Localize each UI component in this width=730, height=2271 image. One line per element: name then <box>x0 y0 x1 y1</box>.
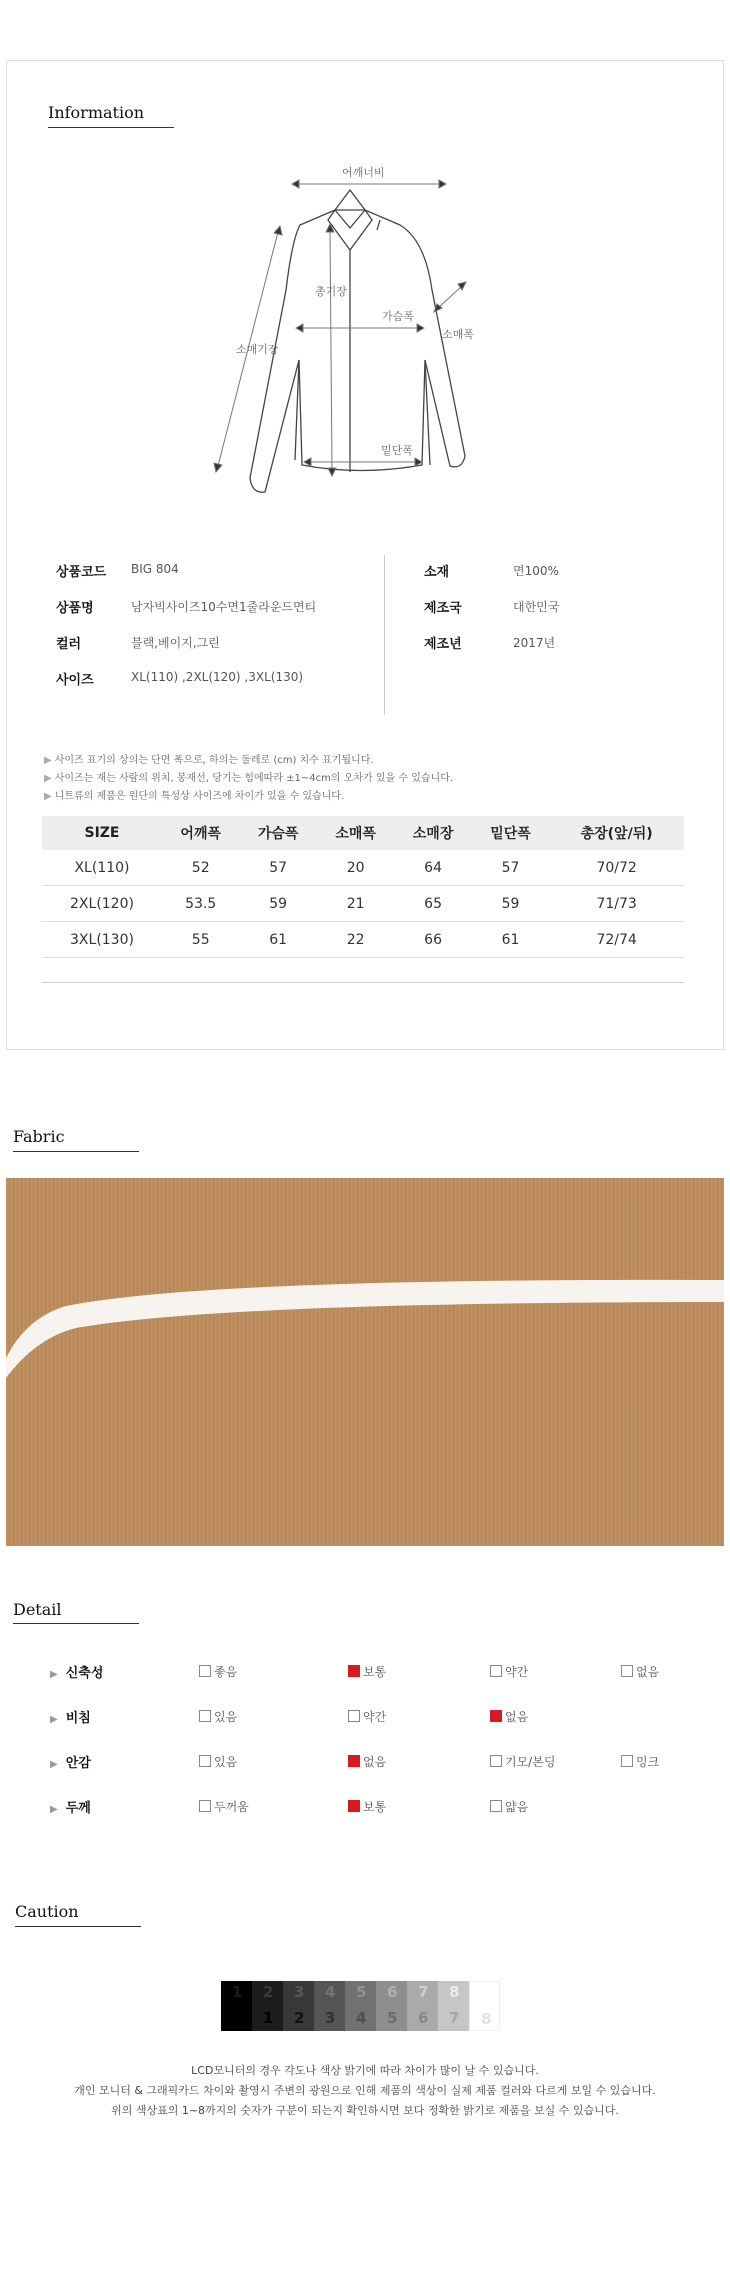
swatch: 8 <box>469 1981 500 2031</box>
spec-label-code: 상품코드 <box>56 565 107 580</box>
swatch: 8 7 <box>438 1981 469 2031</box>
spec-label-size: 사이즈 <box>56 673 94 688</box>
swatch: 6 5 <box>376 1981 407 2031</box>
detail-row-thickness: ▶ 두께 두꺼움 보통 얇음 <box>50 1800 529 1816</box>
spec-value-size: XL(110) ,2XL(120) ,3XL(130) <box>131 670 304 684</box>
option-yes: 있음 <box>199 1753 237 1770</box>
checkbox-icon <box>490 1800 502 1812</box>
checkbox-icon <box>199 1710 211 1722</box>
shirt-diagram <box>200 160 530 500</box>
checkbox-icon <box>621 1755 633 1767</box>
option-normal: 보통 <box>348 1798 386 1815</box>
detail-row-sheer: ▶ 비침 있음 약간 없음 <box>50 1710 529 1726</box>
spec-value-name: 남자빅사이즈10수면1줄라운드면티 <box>131 600 317 614</box>
label-chest: 가슴폭 <box>382 310 414 323</box>
caution-title: Caution <box>15 1902 79 1921</box>
option-mink: 밍크 <box>621 1753 659 1770</box>
information-title: Information <box>48 103 145 122</box>
option-thin: 얇음 <box>490 1798 528 1815</box>
label-sleeve-width: 소매폭 <box>442 328 474 341</box>
option-none: 없음 <box>348 1753 386 1770</box>
spec-label-material: 소재 <box>424 565 450 580</box>
swatch: 7 6 <box>407 1981 438 2031</box>
swatch: 3 2 <box>283 1981 314 2031</box>
spec-value-country: 대한민국 <box>513 600 560 614</box>
table-row: 2XL(120) 53.5 59 21 65 59 71/73 <box>42 886 684 922</box>
checkbox-checked-icon <box>348 1755 360 1767</box>
spec-divider <box>384 555 385 715</box>
spec-value-color: 블랙,베이지,그린 <box>131 636 220 650</box>
checkbox-icon <box>199 1800 211 1812</box>
checkbox-icon <box>348 1710 360 1722</box>
size-table-header: SIZE 어깨폭 가슴폭 소매폭 소매장 밑단폭 총장(앞/뒤) <box>42 816 684 850</box>
option-normal: 보통 <box>348 1663 386 1680</box>
label-shoulder: 어깨너비 <box>342 166 385 179</box>
swatch: 4 3 <box>314 1981 345 2031</box>
label-hem: 밑단폭 <box>381 444 413 457</box>
option-slight: 약간 <box>348 1708 386 1725</box>
arrow-icon: ▶ <box>50 1714 58 1725</box>
label-sleeve-length: 소매기장 <box>236 343 279 356</box>
checkbox-icon <box>199 1755 211 1767</box>
table-row: 3XL(130) 55 61 22 66 61 72/74 <box>42 922 684 958</box>
spec-label-color: 컬러 <box>56 637 82 652</box>
swatch: 2 1 <box>252 1981 283 2031</box>
note-item: ▶ 사이즈는 재는 사람의 위치, 봉재선, 당기는 힘에따라 ±1~4cm의 오차가 있을 수 있습니다. <box>44 773 454 784</box>
checkbox-icon <box>490 1755 502 1767</box>
fabric-title: Fabric <box>13 1127 65 1146</box>
caution-text-3: 위의 색상표의 1~8까지의 숫자가 구분이 되는지 확인하시면 보다 정확한 밝기로 제품을 보실 수 있습니다. <box>111 2104 619 2117</box>
arrow-icon: ▶ <box>50 1669 58 1680</box>
detail-row-stretch: ▶ 신축성 좋음 보통 약간 없음 <box>50 1665 660 1681</box>
swatch: 5 4 <box>345 1981 376 2031</box>
option-good: 좋음 <box>199 1663 237 1680</box>
arrow-icon: ▶ <box>50 1804 58 1815</box>
option-slight: 약간 <box>490 1663 528 1680</box>
fabric-underline <box>13 1151 139 1152</box>
option-none: 없음 <box>621 1663 659 1680</box>
information-underline <box>48 127 174 128</box>
spec-label-name: 상품명 <box>56 601 94 616</box>
checkbox-checked-icon <box>490 1710 502 1722</box>
detail-row-lining: ▶ 안감 있음 없음 기모/본딩 밍크 <box>50 1755 660 1771</box>
caution-underline <box>15 1926 141 1927</box>
note-item: ▶ 사이즈 표기의 상의는 단면 폭으로, 하의는 둘레로 (cm) 치수 표기됩니다. <box>44 755 374 766</box>
shirt-outline <box>250 210 465 492</box>
spec-label-year: 제조년 <box>424 637 462 652</box>
option-thick: 두꺼움 <box>199 1798 249 1815</box>
size-notes <box>44 752 453 806</box>
size-table <box>42 816 684 958</box>
brightness-swatches <box>221 1981 500 2031</box>
label-total-length: 총기장 <box>315 285 347 298</box>
option-none: 없음 <box>490 1708 528 1725</box>
spec-value-code: BIG 804 <box>131 562 179 576</box>
caution-text-2: 개인 모니터 & 그래픽카드 차이와 촬영시 주변의 광원으로 인해 제품의 색상이 실제 제품 컬러와 다르게 보일 수 있습니다. <box>74 2084 656 2097</box>
caution-text-1: LCD모니터의 경우 각도나 색상 밝기에 따라 차이가 많이 날 수 있습니다. <box>191 2064 539 2077</box>
checkbox-checked-icon <box>348 1800 360 1812</box>
detail-title: Detail <box>13 1600 62 1619</box>
option-yes: 있음 <box>199 1708 237 1725</box>
spec-label-country: 제조국 <box>424 601 462 616</box>
checkbox-checked-icon <box>348 1665 360 1677</box>
table-row: XL(110) 52 57 20 64 57 70/72 <box>42 850 684 886</box>
spec-value-year: 2017년 <box>513 636 556 650</box>
note-item: ▶ 니트류의 제품은 원단의 특성상 사이즈에 차이가 있을 수 있습니다. <box>44 791 345 802</box>
swatch: 1 <box>221 1981 252 2031</box>
table-bottom-rule <box>42 982 684 983</box>
fabric-photo <box>6 1178 724 1546</box>
option-brushed: 기모/본딩 <box>490 1753 555 1770</box>
checkbox-icon <box>621 1665 633 1677</box>
checkbox-icon <box>199 1665 211 1677</box>
detail-underline <box>13 1623 139 1624</box>
arrow-icon: ▶ <box>50 1759 58 1770</box>
spec-value-material: 면100% <box>513 564 559 578</box>
checkbox-icon <box>490 1665 502 1677</box>
